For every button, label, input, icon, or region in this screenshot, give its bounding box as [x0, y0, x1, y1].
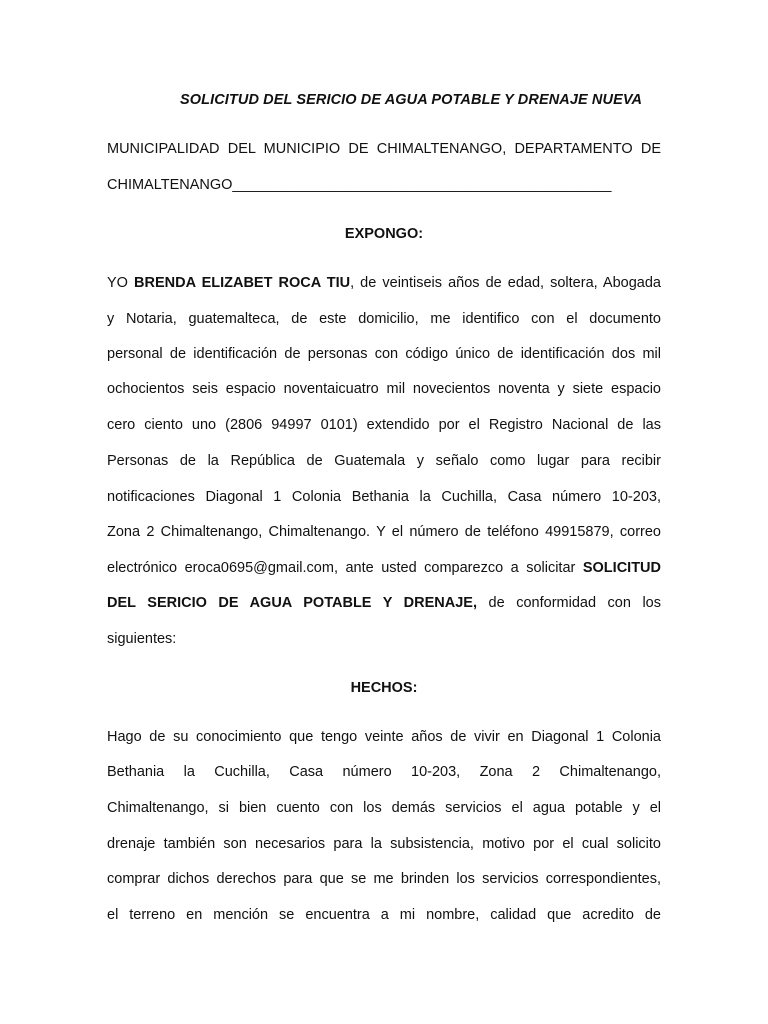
expongo-line-10	[107, 594, 661, 612]
hechos-line-2: Bethania la Cuchilla, Casa número 10-203, Zona 2 Chimaltenango,	[107, 764, 661, 780]
expongo-line-11: siguientes:	[107, 631, 177, 647]
hechos-line-3: Chimaltenango, si bien cuento con los demás servicios el agua potable y el	[107, 800, 661, 816]
text-run: de conformidad con los	[477, 595, 661, 611]
hechos-line-4: drenaje también son necesarios para la subsistencia, motivo por el cual solicito	[107, 836, 661, 852]
hechos-line-5: comprar dichos derechos para que se me brinden los servicios correspondientes,	[107, 871, 661, 887]
addressee-line-1: MUNICIPALIDAD DEL MUNICIPIO DE CHIMALTENANGO, DEPARTAMENTO DE	[107, 141, 661, 157]
expongo-line-1	[107, 274, 661, 292]
expongo-line-5: cero ciento uno (2806 94997 0101) extendido por el Registro Nacional de las	[107, 417, 661, 433]
text-run: , de veintiseis años de edad, soltera, Abogada	[350, 275, 661, 291]
expongo-line-7: notificaciones Diagonal 1 Colonia Bethania la Cuchilla, Casa número 10-203,	[107, 489, 661, 505]
expongo-line-3: personal de identificación de personas con código único de identificación dos mil	[107, 346, 661, 362]
request-title-part-2: DEL SERICIO DE AGUA POTABLE Y DRENAJE,	[107, 595, 478, 611]
hechos-line-6: el terreno en mención se encuentra a mi nombre, calidad que acredito de	[107, 907, 661, 923]
expongo-heading: EXPONGO:	[344, 226, 424, 242]
hechos-line-1: Hago de su conocimiento que tengo veinte años de vivir en Diagonal 1 Colonia	[107, 729, 661, 745]
expongo-line-2: y Notaria, guatemalteca, de este domicilio, me identifico con el documento	[107, 311, 661, 327]
expongo-line-4: ochocientos seis espacio noventaicuatro mil novecientos noventa y siete espacio	[107, 381, 661, 397]
document-title: SOLICITUD DEL SERICIO DE AGUA POTABLE Y DRENAJE NUEVA	[180, 92, 643, 108]
expongo-line-9	[107, 559, 661, 577]
expongo-line-6: Personas de la República de Guatemala y señalo como lugar para recibir	[107, 453, 661, 469]
text-run: electrónico eroca0695@gmail.com, ante usted comparezco a solicitar	[107, 560, 583, 576]
hechos-heading: HECHOS:	[350, 680, 418, 696]
petitioner-name: BRENDA ELIZABET ROCA TIU	[134, 275, 351, 291]
expongo-line-8: Zona 2 Chimaltenango, Chimaltenango. Y el número de teléfono 49915879, correo	[107, 524, 661, 540]
text-run: YO	[107, 275, 135, 291]
addressee-line-2: CHIMALTENANGO_______________________________________________	[107, 177, 612, 193]
request-title-part-1: SOLICITUD	[582, 560, 661, 576]
